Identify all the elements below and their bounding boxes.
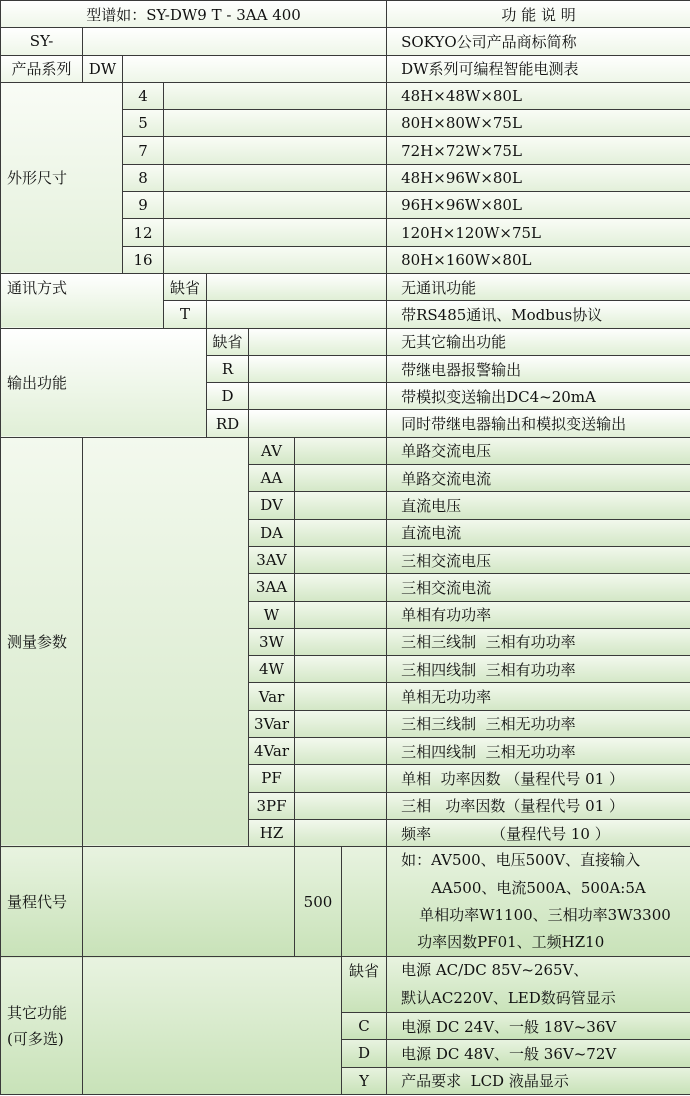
header-row xyxy=(1,1,690,28)
measure-blank xyxy=(295,765,387,792)
size-blank xyxy=(164,219,387,246)
measure-code: 3W xyxy=(249,628,295,655)
brand-blank xyxy=(83,28,387,55)
comm-desc: 带RS485通讯、Modbus协议 xyxy=(387,301,690,328)
size-desc: 120H×120W×75L xyxy=(387,219,690,246)
size-desc: 96H×96W×80L xyxy=(387,192,690,219)
hz-desc: 频率 xyxy=(401,824,432,843)
size-code: 9 xyxy=(123,192,164,219)
size-desc: 80H×80W×75L xyxy=(387,110,690,137)
brand-code: SY- xyxy=(1,28,83,55)
function-title: 功 能 说 明 xyxy=(387,1,690,28)
measure-desc: 三相三线制 三相无功功率 xyxy=(387,710,690,737)
output-blank xyxy=(249,355,387,382)
measure-desc xyxy=(387,819,690,846)
measure-row xyxy=(1,437,690,464)
output-code: D xyxy=(207,383,249,410)
series-code: DW xyxy=(83,55,123,82)
measure-blank xyxy=(295,574,387,601)
comm-blank xyxy=(207,301,387,328)
series-desc: DW系列可编程智能电测表 xyxy=(387,55,690,82)
other-label-line2: (可多选) xyxy=(7,1029,64,1048)
other-default-line: 电源 AC/DC 85V~265V、 xyxy=(401,961,589,980)
comm-code: 缺省 xyxy=(164,273,207,300)
size-blank xyxy=(164,137,387,164)
other-desc: 产品要求 LCD 液晶显示 xyxy=(387,1067,690,1094)
measure-blank xyxy=(295,710,387,737)
other-desc: 电源 DC 24V、一般 18V~36V xyxy=(387,1012,690,1039)
range-desc xyxy=(387,847,690,957)
measure-code: 3AA xyxy=(249,574,295,601)
measure-blank xyxy=(295,792,387,819)
measure-blank xyxy=(295,437,387,464)
output-desc: 同时带继电器输出和模拟变送输出 xyxy=(387,410,690,437)
output-row xyxy=(1,328,690,355)
size-blank xyxy=(164,246,387,273)
measure-blank xyxy=(295,519,387,546)
measure-code: 3PF xyxy=(249,792,295,819)
comm-code: T xyxy=(164,301,207,328)
series-blank xyxy=(123,55,387,82)
size-code: 16 xyxy=(123,246,164,273)
other-code: C xyxy=(342,1012,387,1039)
measure-code: PF xyxy=(249,765,295,792)
measure-label: 测量参数 xyxy=(1,437,83,846)
measure-desc: 三相 功率因数（量程代号 01 ） xyxy=(387,792,690,819)
range-blank-left xyxy=(83,847,295,957)
measure-code: W xyxy=(249,601,295,628)
size-code: 12 xyxy=(123,219,164,246)
other-label-line1: 其它功能 xyxy=(7,1003,68,1022)
measure-code: HZ xyxy=(249,819,295,846)
measure-desc: 三相三线制 三相有功功率 xyxy=(387,628,690,655)
output-desc: 带模拟变送输出DC4~20mA xyxy=(387,383,690,410)
measure-desc: 三相四线制 三相有功功率 xyxy=(387,656,690,683)
comm-desc: 无通讯功能 xyxy=(387,273,690,300)
other-code: D xyxy=(342,1040,387,1067)
size-label: 外形尺寸 xyxy=(1,82,123,273)
range-line: 单相功率W1100、三相功率3W3300 xyxy=(419,905,671,924)
measure-desc: 单路交流电压 xyxy=(387,437,690,464)
measure-blank xyxy=(295,656,387,683)
other-label xyxy=(1,957,83,1095)
measure-blank xyxy=(295,628,387,655)
measure-blank xyxy=(295,492,387,519)
other-code: Y xyxy=(342,1067,387,1094)
measure-code: AA xyxy=(249,465,295,492)
size-blank xyxy=(164,192,387,219)
range-label: 量程代号 xyxy=(1,847,83,957)
other-code: 缺省 xyxy=(342,957,387,1013)
brand-desc: SOKYO公司产品商标简称 xyxy=(387,28,690,55)
size-code: 4 xyxy=(123,82,164,109)
series-label: 产品系列 xyxy=(1,55,83,82)
output-blank xyxy=(249,410,387,437)
measure-blank xyxy=(295,819,387,846)
measure-blank xyxy=(295,738,387,765)
brand-row xyxy=(1,28,690,55)
output-blank xyxy=(249,328,387,355)
series-row xyxy=(1,55,690,82)
measure-code: DA xyxy=(249,519,295,546)
measure-desc: 单相无功功率 xyxy=(387,683,690,710)
measure-blank-left xyxy=(83,437,249,846)
measure-code: DV xyxy=(249,492,295,519)
model-example: 型谱如：SY-DW9 T - 3AA 400 xyxy=(1,1,387,28)
size-desc: 80H×160W×80L xyxy=(387,246,690,273)
size-code: 5 xyxy=(123,110,164,137)
measure-blank xyxy=(295,465,387,492)
output-code: R xyxy=(207,355,249,382)
size-code: 8 xyxy=(123,164,164,191)
hz-note: （量程代号 10 ） xyxy=(491,824,610,843)
measure-desc: 单相有功功率 xyxy=(387,601,690,628)
measure-desc: 三相交流电流 xyxy=(387,574,690,601)
size-desc: 72H×72W×75L xyxy=(387,137,690,164)
output-desc: 无其它输出功能 xyxy=(387,328,690,355)
other-blank-left xyxy=(83,957,342,1095)
comm-label: 通讯方式 xyxy=(1,273,164,328)
size-desc: 48H×48W×80L xyxy=(387,82,690,109)
other-desc: 电源 DC 48V、一般 36V~72V xyxy=(387,1040,690,1067)
range-line: 如：AV500、电压500V、直接输入 xyxy=(401,851,641,870)
size-blank xyxy=(164,164,387,191)
output-code: 缺省 xyxy=(207,328,249,355)
range-row xyxy=(1,847,690,957)
measure-code: 3Var xyxy=(249,710,295,737)
measure-code: AV xyxy=(249,437,295,464)
measure-blank xyxy=(295,546,387,573)
comm-blank xyxy=(207,273,387,300)
output-blank xyxy=(249,383,387,410)
size-blank xyxy=(164,110,387,137)
measure-desc: 直流电流 xyxy=(387,519,690,546)
measure-blank xyxy=(295,601,387,628)
measure-desc: 三相四线制 三相无功功率 xyxy=(387,738,690,765)
measure-desc: 三相交流电压 xyxy=(387,546,690,573)
range-code: 500 xyxy=(295,847,342,957)
size-desc: 48H×96W×80L xyxy=(387,164,690,191)
output-code: RD xyxy=(207,410,249,437)
other-row xyxy=(1,957,690,1013)
output-desc: 带继电器报警输出 xyxy=(387,355,690,382)
measure-desc: 单路交流电流 xyxy=(387,465,690,492)
measure-code: 4W xyxy=(249,656,295,683)
measure-desc: 直流电压 xyxy=(387,492,690,519)
measure-desc: 单相 功率因数 （量程代号 01 ） xyxy=(387,765,690,792)
range-blank-right xyxy=(342,847,387,957)
range-line: AA500、电流500A、500A:5A xyxy=(431,878,646,897)
measure-blank xyxy=(295,683,387,710)
measure-code: Var xyxy=(249,683,295,710)
size-blank xyxy=(164,82,387,109)
size-code: 7 xyxy=(123,137,164,164)
comm-row xyxy=(1,273,690,300)
measure-code: 4Var xyxy=(249,738,295,765)
other-default-desc xyxy=(387,957,690,1013)
range-line: 功率因数PF01、工频HZ10 xyxy=(417,933,605,952)
output-label: 输出功能 xyxy=(1,328,207,437)
measure-code: 3AV xyxy=(249,546,295,573)
size-row xyxy=(1,82,690,109)
other-default-line: 默认AC220V、LED数码管显示 xyxy=(401,988,616,1007)
